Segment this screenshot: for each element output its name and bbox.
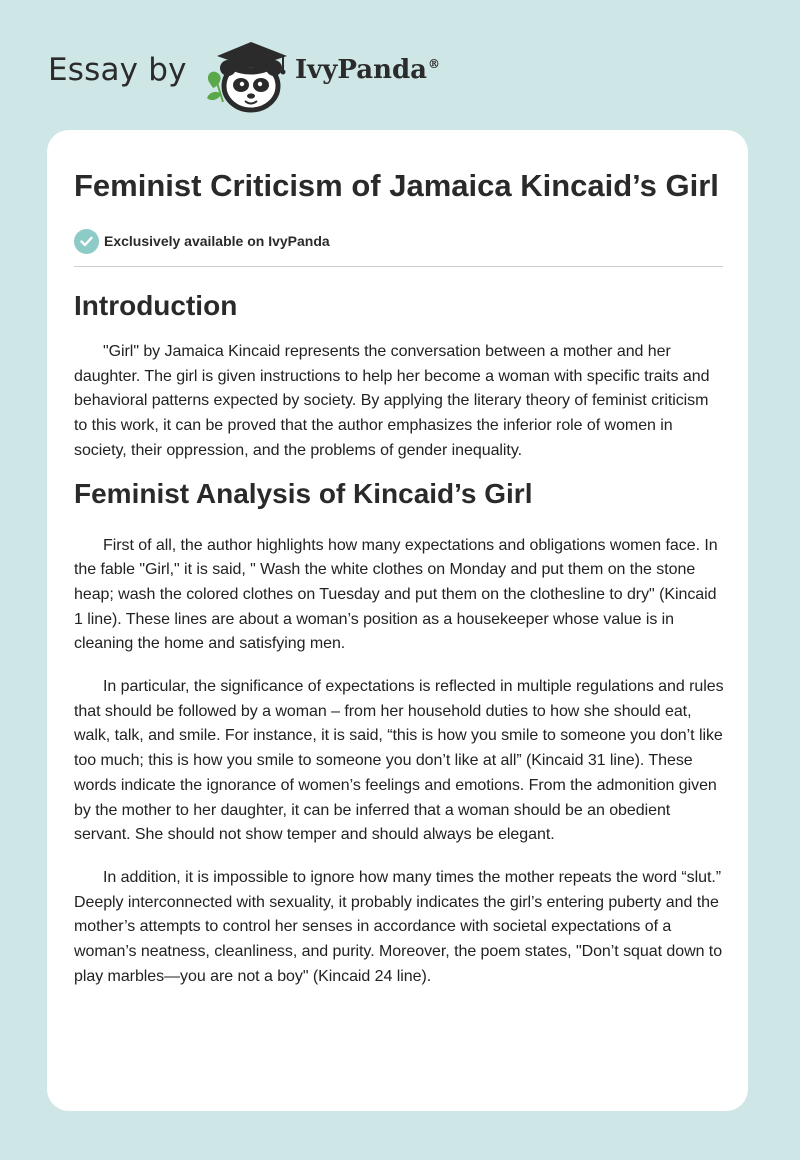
brand-name[interactable]	[295, 55, 440, 85]
panda-logo-graphic	[203, 36, 295, 114]
exclusive-badge	[74, 228, 724, 254]
section-heading-feminist-analysis: Feminist Analysis of Kincaid’s Girl	[74, 477, 533, 509]
section-heading-introduction: Introduction	[74, 290, 238, 321]
panda-graduate-icon[interactable]	[203, 36, 295, 119]
article-card	[47, 130, 748, 1111]
paragraph: First of all, the author highlights how many expectations and obligations women face. In the fable "Girl," it is said, " Wash the white clothes on Monday and put them on the stone heap; wash the colored clothes on Tuesday and put them on the clothesline to dry" (Kincaid 1 line). These lines are about a woman’s position as a housekeeper whose value is in cleaning the home and satisfying men.	[74, 536, 718, 653]
paragraph: In particular, the significance of expectations is reflected in multiple regulations and rules that should be followed by a woman – from her household duties to how she should eat, walk, talk, and smile. For instance, it is said, “this is how you smile to someone you don’t like too much; this is how you smile to someone you don’t like at all” (Kincaid 31 line). These words indicate the ignorance of women’s feelings and emotions. From the admonition given by the mother to her daughter, it can be inferred that a woman should be an obedient servant. She should not show temper and should always be elegant.	[74, 678, 724, 844]
paragraph: "Girl" by Jamaica Kincaid represents the conversation between a mother and her daughter. The girl is given instructions to help her become a woman with specific traits and behavioral patterns expected by society. By applying the literary theory of feminist criticism to this work, it can be proved that the author emphasizes the inferior role of women in society, their oppression, and the problems of gender inequality.	[74, 343, 710, 459]
article-title: Feminist Criticism of Jamaica Kincaid’s Girl	[74, 168, 719, 203]
check-glyph	[80, 236, 93, 247]
site-header	[48, 30, 488, 110]
check-icon	[74, 229, 99, 254]
registered-mark: ®	[428, 57, 441, 71]
paragraph: In addition, it is impossible to ignore how many times the mother repeats the word “slut.” Deeply interconnected with sexuality, it probably indicates the girl’s entering puberty and the mother’s attempts to control her senses in accordance with societal expectations of a woman’s neatness, cleanliness, and purity. Moreover, the poem states, "Don’t squat down to play marbles—you are not a boy" (Kincaid 24 line).	[74, 868, 723, 985]
divider	[74, 266, 723, 267]
badge-text: Exclusively available on IvyPanda	[104, 233, 330, 249]
essay-by-label: Essay by	[48, 52, 187, 88]
brand-text: IvyPanda	[295, 55, 428, 85]
article-content	[74, 166, 724, 989]
